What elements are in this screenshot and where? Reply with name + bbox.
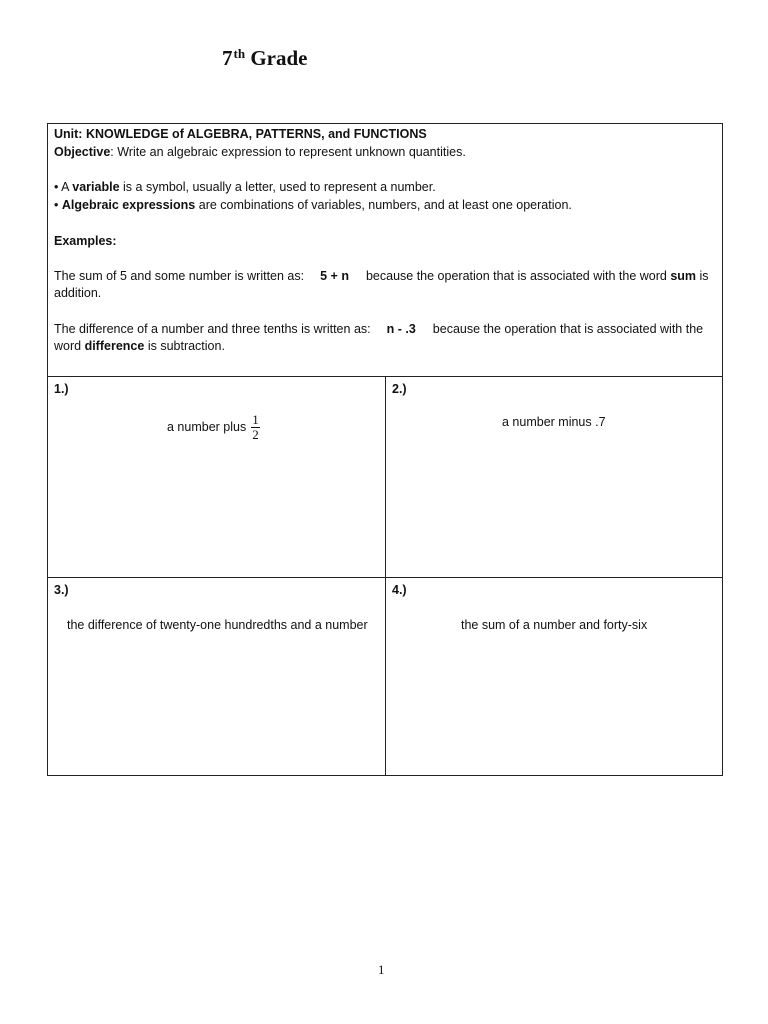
term-algebraic-expressions: Algebraic expressions — [61, 198, 196, 212]
example-1-keyword: sum — [670, 269, 697, 283]
problem-text: the difference of twenty-one hundredths and a number — [67, 618, 368, 632]
unit-label: Unit: — [54, 127, 83, 141]
example-2-middle: because the operation that is associated with the word — [54, 322, 704, 353]
grade-number: 7 — [222, 46, 233, 70]
objective-label: Objective — [54, 145, 111, 159]
example-1-prefix: The sum of 5 and some number is written as: — [54, 269, 305, 283]
fraction-numerator: 1 — [252, 412, 259, 427]
grade-word: Grade — [250, 46, 308, 70]
intro-section — [48, 124, 722, 377]
bullet-variable — [54, 179, 436, 196]
example-2-keyword: difference — [84, 339, 145, 353]
fraction-denominator: 2 — [252, 427, 259, 442]
bullet-variable-text: is a symbol, usually a letter, used to represent a number. — [119, 180, 436, 194]
example-1-middle: because the operation that is associated with the word — [365, 269, 667, 283]
examples-heading: Examples: — [54, 234, 117, 248]
objective-line — [54, 144, 466, 161]
bullet-expressions-text: are combinations of variables, numbers, and at least one operation. — [195, 198, 572, 212]
example-1-suffix: is addition. — [54, 269, 709, 300]
unit-line — [54, 126, 427, 143]
problem-cell-2[interactable] — [386, 377, 722, 578]
example-2-prefix: The difference of a number and three tenths is written as: — [54, 322, 371, 336]
unit-value: KNOWLEDGE of ALGEBRA, PATTERNS, and FUNCTIONS — [85, 127, 427, 141]
term-variable: variable — [72, 180, 120, 194]
bullet-prefix: • — [54, 198, 62, 212]
example-1 — [54, 268, 714, 302]
problem-number: 2.) — [392, 382, 407, 396]
example-1-expression: 5 + n — [320, 269, 349, 283]
problem-number: 4.) — [392, 583, 407, 597]
example-2 — [54, 321, 714, 355]
problem-number: 1.) — [54, 382, 69, 396]
page-title — [222, 46, 307, 71]
grade-suffix: th — [233, 46, 246, 61]
bullet-expressions — [54, 197, 572, 214]
example-2-suffix: is subtraction. — [147, 339, 225, 353]
example-2-expression: n - .3 — [386, 322, 416, 336]
problem-text: the sum of a number and forty-six — [461, 618, 648, 632]
objective-text: : Write an algebraic expression to represent unknown quantities. — [110, 145, 466, 159]
problem-text: a number minus .7 — [502, 415, 606, 429]
bullet-prefix: • A — [54, 180, 73, 194]
problem-cell-1[interactable] — [48, 377, 386, 578]
problem-text: a number plus — [167, 419, 247, 434]
page-number: 1 — [378, 962, 385, 977]
fraction — [251, 413, 260, 442]
worksheet-table — [47, 123, 723, 776]
problem-prompt — [167, 413, 260, 442]
problem-cell-4[interactable] — [386, 578, 722, 775]
problem-cell-3[interactable] — [48, 578, 386, 775]
problem-number: 3.) — [54, 583, 69, 597]
